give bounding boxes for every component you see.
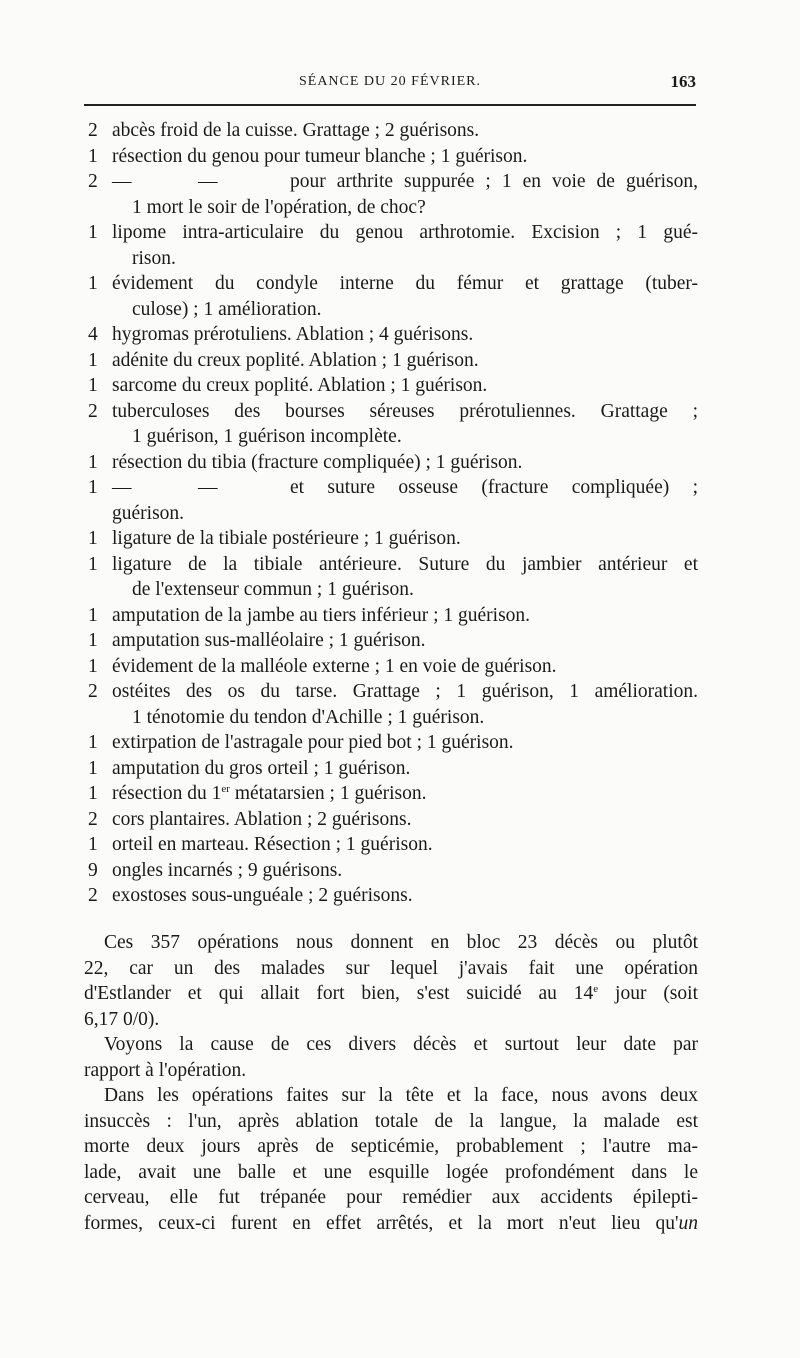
paragraph-line: lade, avait une balle et une esquille logée profondément dans le [84, 1161, 698, 1183]
item-count: 2 [88, 171, 98, 192]
list-item [88, 220, 698, 271]
item-text: cors plantaires. Ablation ; 2 guérisons. [112, 808, 412, 830]
item-text-continuation: de l'extenseur commun ; 1 guérison. [132, 579, 414, 600]
superscript: e [593, 983, 599, 995]
item-count: 2 [88, 120, 98, 141]
item-text [88, 475, 698, 501]
list-item [88, 450, 698, 476]
paragraph-summary [84, 930, 698, 1032]
item-text: amputation sus-malléolaire ; 1 guérison. [112, 630, 426, 651]
item-text: orteil en marteau. Résection ; 1 guérison. [112, 834, 433, 855]
item-count: 1 [88, 528, 98, 549]
item-count: 9 [88, 859, 98, 881]
paragraph-line: Voyons la cause de ces divers décès et surtout leur date par [104, 1034, 698, 1055]
operations-list [88, 118, 698, 909]
item-text: ongles incarnés ; 9 guérisons. [112, 859, 343, 881]
item-text: tuberculoses des bourses séreuses prérotuliennes. Grattage ; [112, 400, 698, 422]
header-rule [84, 104, 696, 106]
paragraph-line: 6,17 0/0). [84, 1008, 160, 1030]
item-text: ostéites des os du tarse. Grattage ; 1 guérison, 1 amélioration. [112, 681, 698, 702]
paragraph-line: cerveau, elle fut trépanée pour remédier aux accidents épilepti- [84, 1187, 698, 1208]
item-count: 1 [88, 630, 98, 651]
paragraph-line: Dans les opérations faites sur la tête et la face, nous avons deux [104, 1085, 698, 1106]
list-item [88, 169, 698, 220]
paragraph-head-face [84, 1083, 698, 1236]
list-item [88, 348, 698, 374]
item-count: 1 [88, 477, 98, 498]
item-count: 1 [88, 834, 98, 855]
item-text [88, 781, 698, 807]
paragraph-line: rapport à l'opération. [84, 1059, 247, 1081]
list-item [88, 526, 698, 552]
item-text: abcès froid de la cuisse. Grattage ; 2 guérisons. [112, 120, 480, 141]
list-item [88, 756, 698, 782]
item-count: 2 [88, 885, 98, 906]
item-text: exostoses sous-unguéale ; 2 guérisons. [112, 885, 413, 906]
list-item [88, 730, 698, 756]
item-text: évidement du condyle interne du fémur et grattage (tuber- [112, 273, 698, 294]
list-item [88, 628, 698, 654]
item-count: 2 [88, 808, 98, 830]
superscript: er [221, 783, 230, 795]
item-text: extirpation de l'astragale pour pied bot ; 1 guérison. [112, 732, 514, 753]
list-item [88, 603, 698, 629]
item-text-continuation: 1 ténotomie du tendon d'Achille ; 1 guérison. [132, 706, 485, 728]
item-text: ligature de la tibiale antérieure. Suture du jambier antérieur et [112, 553, 698, 575]
item-count: 1 [88, 451, 98, 473]
list-item [88, 832, 698, 858]
item-text: résection du genou pour tumeur blanche ; 1 guérison. [112, 145, 528, 167]
italic-word: un [678, 1212, 698, 1234]
item-count: 4 [88, 324, 98, 345]
item-text-pre: résection du 1 [112, 783, 222, 804]
list-item [88, 322, 698, 348]
item-text-tail: et suture osseuse (fracture compliquée) ; [290, 477, 698, 498]
item-text: lipome intra-articulaire du genou arthrotomie. Excision ; 1 gué- [112, 222, 698, 243]
list-item [88, 475, 698, 526]
item-text-post: métatarsien ; 1 guérison. [229, 783, 427, 804]
item-count: 1 [88, 757, 98, 779]
list-item [88, 118, 698, 144]
page-number: 163 [670, 72, 696, 91]
item-count: 1 [88, 604, 98, 626]
item-count: 1 [88, 375, 98, 396]
item-count: 2 [88, 400, 98, 422]
paragraph-line: Ces 357 opérations nous donnent en bloc 23 décès ou plutôt [104, 932, 698, 953]
ditto-mark: — [198, 477, 218, 498]
list-item [88, 144, 698, 170]
item-count: 1 [88, 732, 98, 753]
item-text [88, 169, 698, 195]
running-header [84, 74, 696, 98]
line-part: d'Estlander et qui allait fort bien, s'est suicidé au 14 [84, 983, 594, 1004]
item-text-continuation: guérison. [112, 502, 185, 524]
list-item [88, 654, 698, 680]
item-text: résection du tibia (fracture compliquée) ; 1 guérison. [112, 451, 523, 473]
item-text-continuation: rison. [132, 247, 176, 269]
item-text-continuation: 1 mort le soir de l'opération, de choc? [132, 196, 426, 218]
item-text: sarcome du creux poplité. Ablation ; 1 guérison. [112, 375, 488, 396]
item-count: 1 [88, 145, 98, 167]
line-part: jour (soit [598, 983, 698, 1004]
item-count: 1 [88, 553, 98, 575]
ditto-mark: — [198, 171, 218, 192]
item-text: amputation du gros orteil ; 1 guérison. [112, 757, 411, 779]
item-count: 1 [88, 349, 98, 371]
item-text: amputation de la jambe au tiers inférieur ; 1 guérison. [112, 604, 531, 626]
list-item [88, 373, 698, 399]
list-item [88, 552, 698, 603]
list-item [88, 271, 698, 322]
item-text: adénite du creux poplité. Ablation ; 1 guérison. [112, 349, 479, 371]
list-item [88, 807, 698, 833]
item-text: hygromas prérotuliens. Ablation ; 4 guérisons. [112, 324, 474, 345]
item-text-continuation: 1 guérison, 1 guérison incomplète. [132, 426, 402, 447]
paragraph-line [84, 1211, 698, 1237]
ditto-mark: — [112, 171, 132, 192]
list-item [88, 858, 698, 884]
paragraph-causes [84, 1032, 698, 1083]
item-text-continuation: culose) ; 1 amélioration. [132, 298, 322, 320]
paragraph-line: morte deux jours après de septicémie, probablement ; l'autre ma- [84, 1136, 698, 1157]
item-text: ligature de la tibiale postérieure ; 1 guérison. [112, 528, 461, 549]
item-text: évidement de la malléole externe ; 1 en voie de guérison. [112, 655, 557, 677]
item-count: 1 [88, 783, 98, 804]
line-part: formes, ceux-ci furent en effet arrêtés, et la mort n'eut lieu qu' [84, 1212, 679, 1234]
list-item [88, 679, 698, 730]
paragraph-line: 22, car un des malades sur lequel j'avais fait une opération [84, 957, 698, 979]
list-item [88, 399, 698, 450]
paragraph-line: insuccès : l'un, après ablation totale de la langue, la malade est [84, 1110, 698, 1132]
header-title: SÉANCE DU 20 FÉVRIER. [298, 74, 481, 89]
item-count: 1 [88, 222, 98, 243]
ditto-mark: — [112, 477, 132, 498]
item-text-tail: pour arthrite suppurée ; 1 en voie de guérison, [290, 171, 698, 192]
item-count: 2 [88, 681, 98, 702]
item-count: 1 [88, 655, 98, 677]
item-count: 1 [88, 273, 98, 294]
list-item [88, 781, 698, 807]
paragraph-line [84, 981, 698, 1007]
list-item [88, 883, 698, 909]
